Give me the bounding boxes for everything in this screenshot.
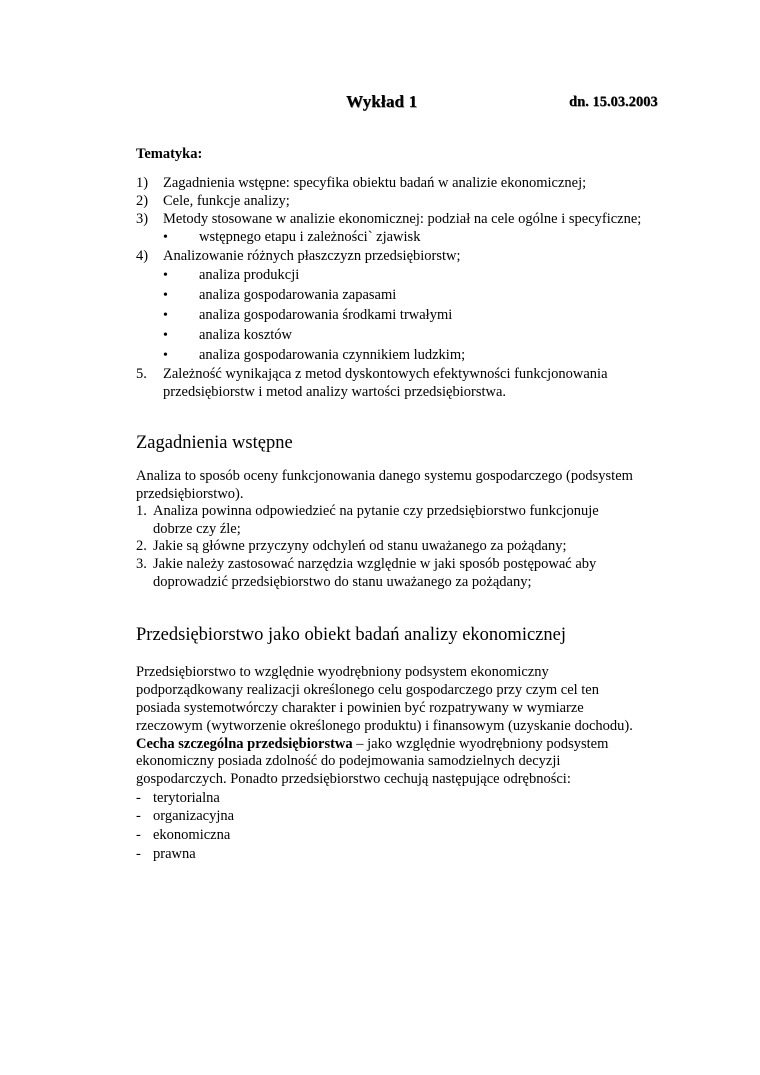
topic-item-5 xyxy=(136,365,608,384)
question-number: 1. xyxy=(136,503,147,519)
topic-item-2 xyxy=(136,192,290,211)
topic-item-3 xyxy=(136,210,641,229)
section-heading-intro: Zagadnienia wstępne xyxy=(136,433,293,453)
dash-text: prawna xyxy=(153,846,196,862)
question-continuation: doprowadzić przedsiębiorstwo do stanu uważanego za pożądany; xyxy=(153,574,532,590)
dash-text: ekonomiczna xyxy=(153,827,231,843)
question-number: 3. xyxy=(136,556,147,572)
intro-line: Analiza to sposób oceny funkcjonowania danego systemu gospodarczego (podsystem xyxy=(136,468,633,484)
dash-item xyxy=(136,846,196,864)
topics-heading: Tematyka: xyxy=(136,146,203,162)
topic-text: Analizowanie różnych płaszczyzn przedsiębiorstw; xyxy=(163,248,461,264)
topic-number: 1) xyxy=(136,175,149,191)
question-item-1 xyxy=(136,503,599,521)
paragraph-line: posiada systemotwórczy charakter i powinien być rozpatrywany w wymiarze xyxy=(136,700,584,716)
topic-item-4 xyxy=(136,247,461,266)
topic-subitem xyxy=(163,346,465,365)
section-heading-enterprise: Przedsiębiorstwo jako obiekt badań analizy ekonomicznej xyxy=(136,625,566,645)
question-item-2 xyxy=(136,538,567,556)
dash-icon: - xyxy=(136,808,141,824)
topic-number: 5. xyxy=(136,366,147,382)
dash-text: terytorialna xyxy=(153,790,220,806)
topic-text: Zależność wynikająca z metod dyskontowych efektywności funkcjonowania xyxy=(163,366,608,382)
topic-number: 4) xyxy=(136,248,149,264)
topic-number: 2) xyxy=(136,193,149,209)
topic-text: analiza gospodarowania środkami trwałymi xyxy=(199,307,453,323)
topic-item-1 xyxy=(136,174,586,193)
topic-text: Zagadnienia wstępne: specyfika obiektu badań w analizie ekonomicznej; xyxy=(163,175,587,191)
topic-number: 3) xyxy=(136,211,149,227)
paragraph-line: podporządkowany realizacji określonego celu gospodarczego przy czym cel ten xyxy=(136,682,599,698)
paragraph-line: gospodarczych. Ponadto przedsiębiorstwo cechują następujące odrębności: xyxy=(136,771,571,787)
paragraph-line xyxy=(136,736,608,754)
bullet-icon: • xyxy=(163,328,168,343)
bullet-icon: • xyxy=(163,288,168,303)
bullet-icon: • xyxy=(163,348,168,363)
bullet-icon: • xyxy=(163,230,168,245)
topic-text: analiza produkcji xyxy=(199,267,300,283)
paragraph-line: Przedsiębiorstwo to względnie wyodrębniony podsystem ekonomiczny xyxy=(136,664,549,680)
bullet-icon: • xyxy=(163,268,168,283)
topic-subitem xyxy=(163,306,452,325)
dash-item xyxy=(136,808,234,826)
intro-line: przedsiębiorstwo). xyxy=(136,486,244,502)
topic-subitem xyxy=(163,228,420,247)
question-item-3 xyxy=(136,556,596,574)
topic-text: analiza kosztów xyxy=(199,327,293,343)
bold-term-continuation: – jako względnie wyodrębniony podsystem xyxy=(352,736,609,752)
paragraph-line: rzeczowym (wytworzenie określonego produktu) i finansowym (uzyskanie dochodu). xyxy=(136,718,633,734)
dash-item xyxy=(136,790,220,808)
bullet-icon: • xyxy=(163,308,168,323)
lecture-title: Wykład 1 xyxy=(346,92,418,111)
topic-text: Metody stosowane w analizie ekonomicznej: podział na cele ogólne i specyficzne; xyxy=(163,211,642,227)
topic-item-5-continuation: przedsiębiorstw i metod analizy wartości przedsiębiorstwa. xyxy=(163,384,507,400)
question-continuation: dobrze czy źle; xyxy=(153,521,241,537)
dash-icon: - xyxy=(136,790,141,806)
bold-term: Cecha szczególna przedsiębiorstwa xyxy=(136,736,353,752)
dash-item xyxy=(136,827,230,845)
topic-subitem xyxy=(163,266,299,285)
question-text: Jakie należy zastosować narzędzia względnie w jaki sposób postępować aby xyxy=(153,556,597,572)
question-number: 2. xyxy=(136,538,147,554)
topic-text: Cele, funkcje analizy; xyxy=(163,193,290,209)
topic-text: wstępnego etapu i zależności` zjawisk xyxy=(199,229,421,245)
paragraph-line: ekonomiczny posiada zdolność do podejmowania samodzielnych decyzji xyxy=(136,753,561,769)
topic-subitem xyxy=(163,326,292,345)
question-text: Analiza powinna odpowiedzieć na pytanie czy przedsiębiorstwo funkcjonuje xyxy=(153,503,599,519)
topic-text: analiza gospodarowania czynnikiem ludzkim; xyxy=(199,347,466,363)
dash-icon: - xyxy=(136,846,141,862)
topic-subitem xyxy=(163,286,396,305)
lecture-date: dn. 15.03.2003 xyxy=(569,94,658,110)
dash-text: organizacyjna xyxy=(153,808,235,824)
dash-icon: - xyxy=(136,827,141,843)
question-text: Jakie są główne przyczyny odchyleń od stanu uważanego za pożądany; xyxy=(153,538,567,554)
topic-text: analiza gospodarowania zapasami xyxy=(199,287,397,303)
